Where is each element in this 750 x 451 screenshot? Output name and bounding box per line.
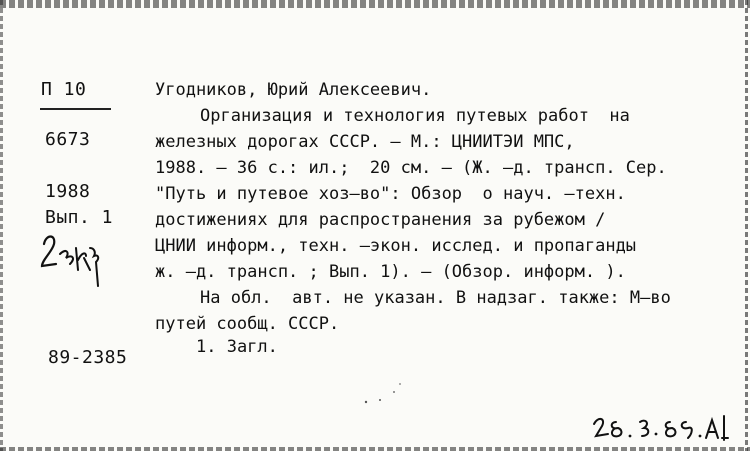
paper-specks: [360, 380, 410, 410]
shelf-mark: П 10: [41, 79, 87, 100]
card-border-top: [0, 0, 750, 8]
card-border-bottom: [0, 447, 750, 451]
title-line-4: "Путь и путевое хоз–во": Обзор о науч. –техн.: [155, 184, 626, 204]
shelf-mark-rule: [40, 108, 111, 110]
handwritten-date: [588, 412, 738, 446]
card-border-right: [745, 0, 748, 451]
card-border-left: [0, 0, 3, 451]
note-line-1: На обл. авт. не указан. В надзаг. также: М–во: [200, 288, 671, 308]
author-heading: Угодников, Юрий Алексеевич.: [155, 80, 432, 100]
tracing-title: 1. Загл.: [196, 337, 278, 357]
title-line-2: железных дорогах СССР. – М.: ЦНИИТЭИ МПС,: [155, 132, 575, 152]
title-line-6: ЦНИИ информ., техн. –экон. исслед. и пропаганды: [155, 236, 637, 256]
note-line-2: путей сообщ. СССР.: [155, 314, 340, 334]
card-number: 89-2385: [48, 347, 128, 368]
inventory-number: 6673: [45, 129, 91, 150]
title-line-3: 1988. – 36 с.: ил.; 20 см. – (Ж. –д. трансп. Сер.: [155, 158, 667, 178]
title-line-1: Организация и технология путевых работ на: [200, 106, 630, 126]
publication-year: 1988: [45, 181, 91, 202]
handwritten-copies-note: [36, 230, 106, 292]
title-line-7: ж. –д. трансп. ; Вып. 1). – (Обзор. информ. ).: [155, 262, 626, 282]
issue-number: Вып. 1: [45, 207, 114, 228]
title-line-5: достижениях для распространения за рубежом /: [155, 210, 606, 230]
